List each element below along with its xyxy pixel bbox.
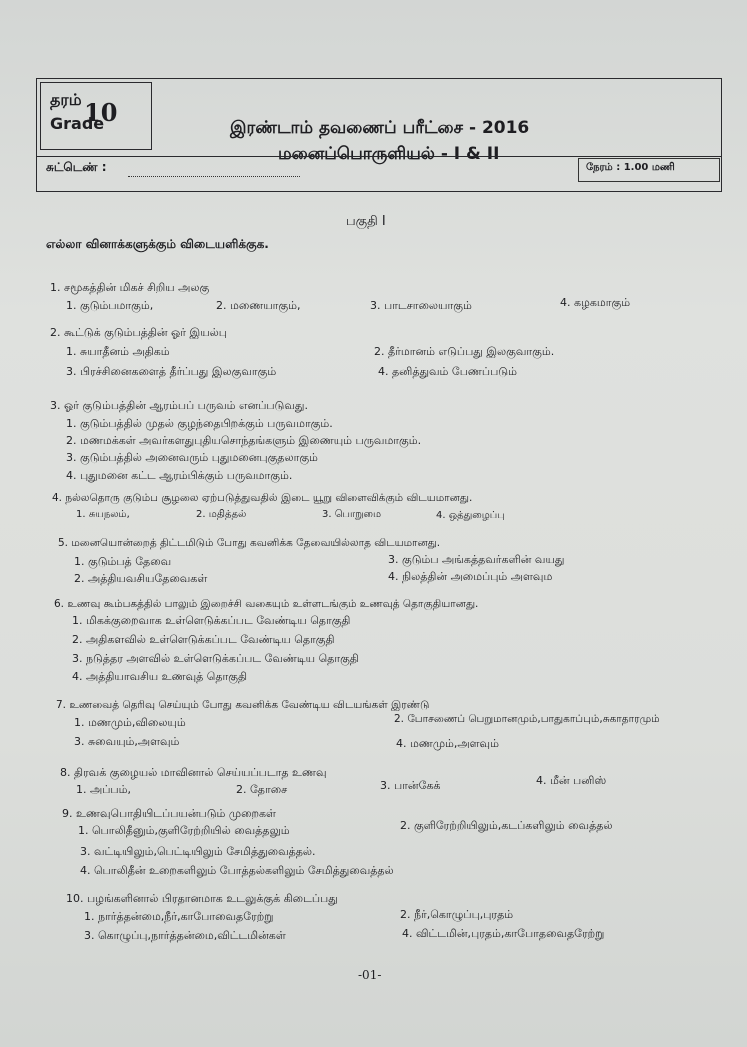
q4-option-1: 1. சுயநலம், — [76, 509, 130, 520]
q9-option-3: 3. வட்டியிலும்,பெட்டியிலும் சேமித்துவைத்தல். — [80, 845, 316, 858]
q6-option-3: 3. நடுத்தர அளவில் உள்ளெடுக்கப்பட வேண்டிய தொகுதி — [72, 652, 359, 665]
question-6: 6. உணவு கூம்பகத்தில் பாலும் இறைச்சி வகையும் உள்ளடங்கும் உணவுத் தொகுதியானது. — [54, 598, 479, 610]
question-8: 8. திரவக் குழையல் மாவினால் செய்யப்படாத உணவு — [60, 766, 327, 779]
grade-number: 10 — [84, 98, 118, 127]
page-number: -01- — [358, 968, 382, 982]
q6-option-1: 1. மிகக்குறைவாக உள்ளெடுக்கப்பட வேண்டிய தொகுதி — [72, 614, 351, 627]
grade-label: Grade — [50, 114, 105, 133]
q10-option-4: 4. விட்டமின்,புரதம்,காபோதவைதரேற்று — [402, 927, 605, 940]
question-4: 4. நல்லதொரு குடும்ப சூழலை ஏற்படுத்துவதில் இடை யூறு விளைவிக்கும் விடயமானது. — [52, 492, 473, 504]
q2-option-1: 1. சுயாதீனம் அதிகம் — [66, 345, 170, 358]
q8-option-3: 3. பான்கேக் — [380, 779, 441, 792]
question-10: 10. பழங்களினால் பிரதானமாக உடலுக்குக் கிடைப்பது — [66, 892, 338, 905]
q5-option-4: 4. நிலத்தின் அமைப்பும் அளவும — [388, 570, 553, 583]
q4-option-3: 3. பொறுமை — [322, 509, 382, 520]
question-1: 1. சமூகத்தின் மிகச் சிறிய அலகு — [50, 281, 210, 294]
q3-option-2: 2. மணமக்கள் அவர்களதுபுதியசொந்தங்களும் இணையும் பருவமாகும். — [66, 434, 422, 447]
exam-subject: மனைப்பொருளியல் - I & II — [278, 144, 500, 164]
q7-option-4: 4. மணமும்,அளவும் — [396, 737, 499, 750]
q7-option-3: 3. சுவையும்,அளவும் — [74, 735, 180, 748]
q5-option-2: 2. அத்தியவசியதேவைகள் — [74, 572, 208, 585]
question-3: 3. ஓர் குடும்பத்தின் ஆரம்பப் பருவம் எனப்படுவது. — [50, 399, 308, 412]
question-5: 5. மனையொன்றைத் திட்டமிடும் போது கவனிக்க தேவையில்லாத விடயமானது. — [58, 537, 441, 549]
q10-option-2: 2. நீர்,கொழுப்பு,புரதம் — [400, 908, 514, 921]
part-title: பகுதி I — [346, 214, 386, 229]
index-number-label: சுட்டெண் : — [46, 160, 107, 174]
q4-option-4: 4. ஒத்துழைப்பு — [436, 510, 505, 521]
question-2: 2. கூட்டுக் குடும்பத்தின் ஓர் இயல்பு — [50, 326, 227, 339]
q9-option-1: 1. பொலிதீனும்,குளிரேற்றியில் வைத்தலும் — [78, 824, 290, 837]
q3-option-4: 4. புதுமனை கட்ட ஆரம்பிக்கும் பருவமாகும். — [66, 469, 293, 482]
q1-option-1: 1. குடும்பமாகும், — [66, 299, 154, 312]
q1-option-4: 4. கழகமாகும் — [560, 296, 631, 309]
instruction: எல்லா வினாக்களுக்கும் விடையளிக்குக. — [46, 237, 269, 251]
exam-title: இரண்டாம் தவணைப் பரீட்சை - 2016 — [230, 118, 530, 138]
index-number-line — [128, 176, 300, 177]
q8-option-1: 1. அப்பம், — [76, 783, 131, 796]
q2-option-3: 3. பிரச்சினைகளைத் தீர்ப்பது இலகுவாகும் — [66, 365, 277, 378]
time-label: நேரம் : 1.00 மணி — [586, 162, 675, 173]
q1-option-3: 3. பாடசாலையாகும் — [370, 299, 472, 312]
q3-option-3: 3. குடும்பத்தில் அனைவரும் புதுமனைபுகுதலாகும் — [66, 451, 318, 464]
q8-option-2: 2. தோசை — [236, 783, 288, 796]
q5-option-1: 1. குடும்பத் தேவை — [74, 555, 172, 568]
q9-option-4: 4. பொலிதீன் உறைகளிலும் போத்தல்களிலும் சேமித்துவைத்தல் — [80, 864, 394, 877]
q4-option-2: 2. மதித்தல் — [196, 509, 247, 520]
q10-option-1: 1. நார்த்தன்மை,நீர்,காபோவைதரேற்று — [84, 910, 274, 923]
q2-option-2: 2. தீர்மானம் எடுப்பது இலகுவாகும். — [374, 345, 555, 358]
q6-option-4: 4. அத்தியாவசிய உணவுத் தொகுதி — [72, 670, 248, 683]
q10-option-3: 3. கொழுப்பு,நார்த்தன்மை,விட்டமின்கள் — [84, 929, 286, 942]
q9-option-2: 2. குளிரேற்றியிலும்,கடப்களிலும் வைத்தல் — [400, 819, 613, 832]
q2-option-4: 4. தனித்துவம் பேணப்படும் — [378, 365, 517, 378]
header-divider — [36, 156, 722, 157]
q7-option-1: 1. மணமும்,விலையும் — [74, 716, 186, 729]
q7-option-2: 2. போசணைப் பெறுமானமும்,பாதுகாப்பும்,சுகாதாரமும் — [394, 713, 660, 725]
q3-option-1: 1. குடும்பத்தில் முதல் குழந்தைபிறக்கும் பருவமாகும். — [66, 417, 333, 430]
q5-option-3: 3. குடும்ப அங்கத்தவர்களின் வயது — [388, 553, 565, 566]
grade-label-tamil: தரம் — [50, 90, 82, 109]
q6-option-2: 2. அதிகளவில் உள்ளெடுக்கப்பட வேண்டிய தொகுதி — [72, 633, 335, 646]
question-9: 9. உணவுபொதியிடப்பயன்படும் முறைகள் — [62, 807, 276, 820]
question-7: 7. உணவைத் தெரிவு செய்யும் போது கவனிக்க வேண்டிய விடயங்கள் இரண்டு — [56, 699, 430, 711]
q1-option-2: 2. மணையாகும், — [216, 299, 301, 312]
q8-option-4: 4. மீன் பனிஸ் — [536, 774, 607, 787]
